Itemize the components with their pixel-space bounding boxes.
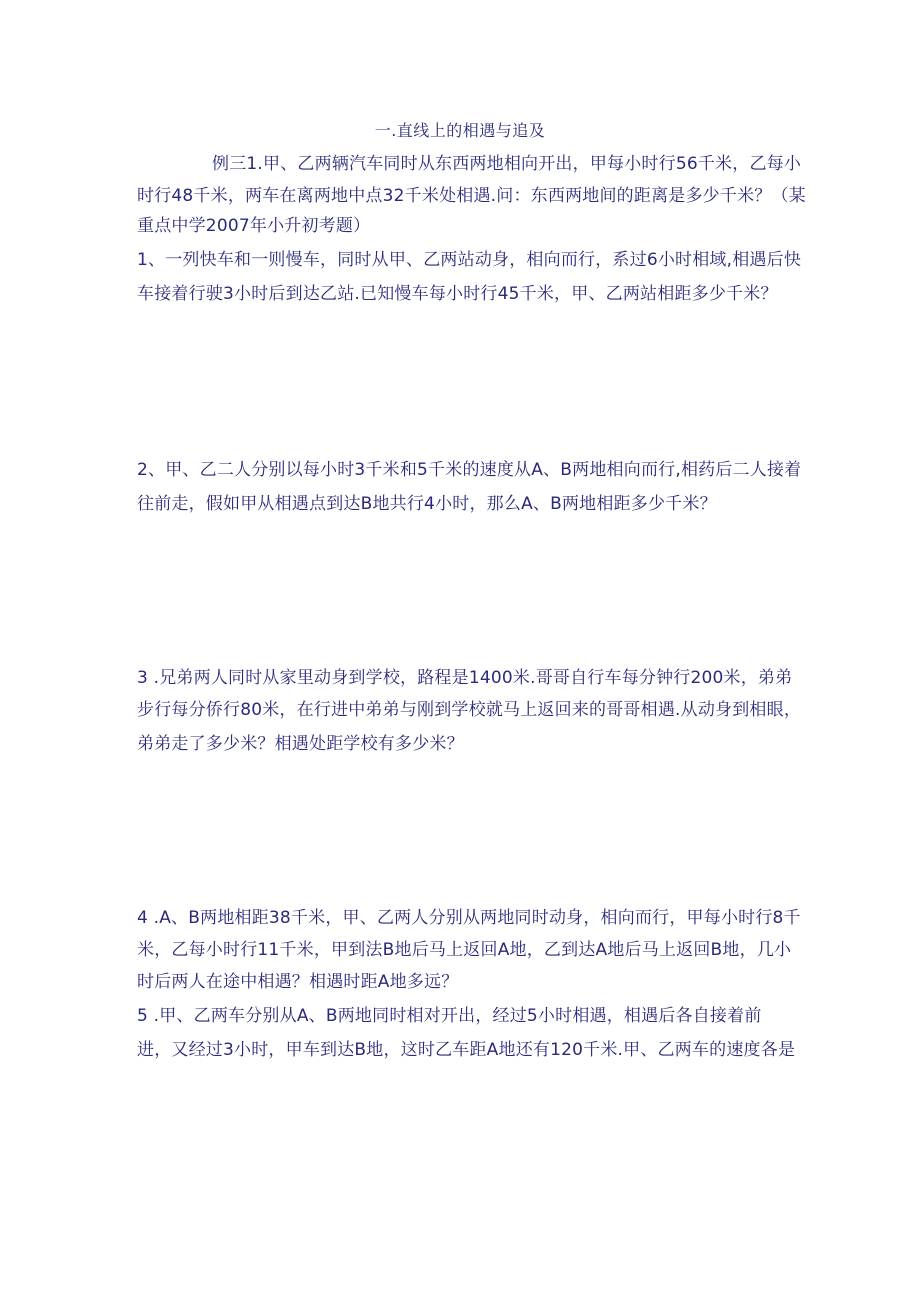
- problem-1-line-2: 车接着行驶3小时后到达乙站.已知慢车每小时行45千米，甲、乙两站相距多少千米？: [137, 284, 778, 304]
- example-line-3: 重点中学2007年小升初考题）: [137, 216, 371, 236]
- section-title: 一.直线上的相遇与追及: [374, 121, 546, 140]
- problem-3-line-1: 3 .兄弟两人同时从家里动身到学校，路程是1400米.哥哥自行车每分钟行200米，弟弟: [137, 668, 793, 688]
- example-line-1: 例三1.甲、乙两辆汽车同时从东西两地相向开出，甲每小时行56千米，乙每小: [212, 154, 802, 174]
- problem-5-line-2: 进，又经过3小时，甲车到达B地，这时乙车距A地还有120千米.甲、乙两车的速度各是: [137, 1040, 796, 1060]
- problem-2-line-1: 2、甲、乙二人分别以每小时3千米和5千米的速度从A、B两地相向而行,相药后二人接着: [137, 460, 802, 480]
- problem-3-line-2: 步行每分侨行80米，在行进中弟弟与刚到学校就马上返回来的哥哥相遇.从动身到相眼，: [137, 700, 802, 720]
- problem-1-line-1: 1、一列快车和一则慢车，同时从甲、乙两站动身，相向而行，系过6小时相域,相遇后快: [137, 250, 802, 270]
- problem-4-line-2: 米，乙每小时行11千米，甲到法B地后马上返回A地，乙到达A地后马上返回B地，几小: [137, 940, 792, 960]
- problem-4-line-1: 4 .A、B两地相距38千米，甲、乙两人分别从两地同时动身，相向而行，甲每小时行8千: [137, 908, 801, 928]
- problem-3-line-3: 弟弟走了多少米？相遇处距学校有多少米？: [137, 734, 464, 754]
- example-line-2: 时行48千米，两车在离两地中点32千米处相遇.问：东西两地间的距离是多少千米？（某: [137, 186, 806, 206]
- problem-5-line-1: 5 .甲、乙两车分别从A、B两地同时相对开出，经过5小时相遇，相遇后各自接着前: [137, 1006, 762, 1026]
- problem-2-line-2: 往前走，假如甲从相遇点到达B地共行4小时，那么A、B两地相距多少千米？: [137, 494, 717, 514]
- problem-4-line-3: 时后两人在途中相遇？相遇时距A地多远？: [137, 972, 459, 992]
